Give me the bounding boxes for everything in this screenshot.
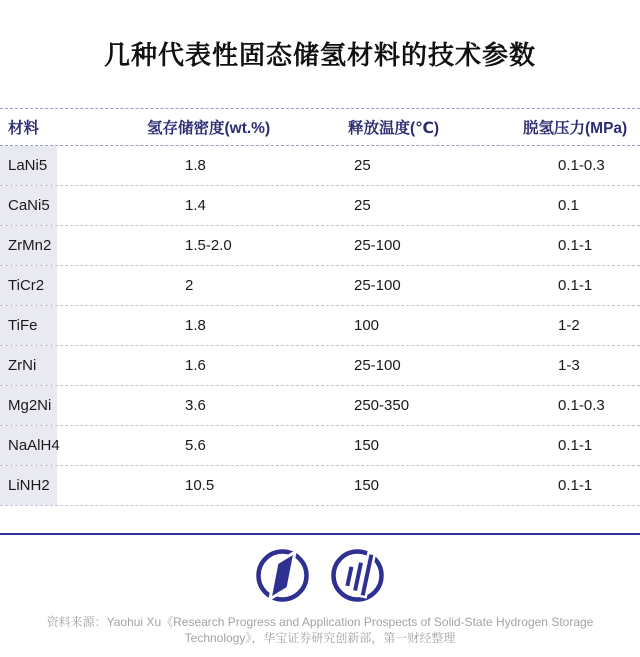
density-cell: 1.8 (185, 317, 206, 334)
material-cell: LaNi5 (0, 146, 145, 185)
release-temp-cell: 150 (354, 437, 380, 454)
brand-logos (0, 547, 640, 604)
source-note (0, 614, 640, 646)
material-cell: TiCr2 (0, 266, 145, 305)
material-cell: ZrNi (0, 346, 145, 385)
table-row (0, 346, 640, 386)
table-row (0, 466, 640, 506)
pressure-cell: 0.1-1 (558, 477, 593, 494)
release-temp-cell: 25-100 (354, 237, 401, 254)
table-row (0, 426, 640, 466)
material-cell: Mg2Ni (0, 386, 145, 425)
pressure-cell: 0.1-0.3 (558, 157, 605, 174)
table-row (0, 226, 640, 266)
column-header-material: 材料 (8, 120, 40, 137)
material-cell: TiFe (0, 306, 145, 345)
release-temp-cell: 25-100 (354, 277, 401, 294)
release-temp-cell: 25 (354, 157, 371, 174)
pressure-cell: 0.1-1 (558, 277, 593, 294)
page-title: 几种代表性固态储氢材料的技术参数 (103, 40, 536, 70)
yicai-bars-logo-icon (329, 547, 386, 604)
pressure-cell: 0.1 (558, 197, 579, 214)
table-row (0, 306, 640, 346)
release-temp-cell: 250-350 (354, 397, 410, 414)
material-cell: LiNH2 (0, 466, 145, 505)
release-temp-cell: 150 (354, 477, 380, 494)
yicai-parallelogram-logo-icon (254, 547, 311, 604)
density-cell: 1.8 (185, 157, 206, 174)
density-cell: 1.5-2.0 (185, 237, 232, 254)
release-temp-cell: 100 (354, 317, 380, 334)
column-header-density: 氢存储密度(wt.%) (147, 120, 271, 137)
release-temp-cell: 25 (354, 197, 371, 214)
table-row (0, 266, 640, 306)
pressure-cell: 0.1-1 (558, 437, 593, 454)
table-row (0, 186, 640, 226)
table-header-row (0, 108, 640, 146)
pressure-cell: 0.1-1 (558, 237, 593, 254)
pressure-cell: 0.1-0.3 (558, 397, 605, 414)
pressure-cell: 1-3 (558, 357, 580, 374)
release-temp-cell: 25-100 (354, 357, 401, 374)
table-row (0, 146, 640, 186)
density-cell: 10.5 (185, 477, 215, 494)
density-cell: 1.4 (185, 197, 206, 214)
table-row (0, 386, 640, 426)
material-cell: NaAlH4 (0, 426, 145, 465)
column-header-release-temp: 释放温度(℃) (348, 120, 440, 137)
density-cell: 3.6 (185, 397, 206, 414)
pressure-cell: 1-2 (558, 317, 580, 334)
source-note-line2: Technology》，华宝证券研究创新部，第一财经整理 (184, 631, 456, 645)
density-cell: 1.6 (185, 357, 206, 374)
material-cell: ZrMn2 (0, 226, 145, 265)
data-table (0, 108, 640, 506)
density-cell: 2 (185, 277, 194, 294)
column-header-pressure: 脱氢压力(MPa) (523, 120, 628, 137)
source-note-line1: 资料来源：Yaohui Xu《Research Progress and Application Prospects of Solid-State Hydrogen Storage (46, 615, 594, 629)
material-cell: CaNi5 (0, 186, 145, 225)
density-cell: 5.6 (185, 437, 206, 454)
footer-divider (0, 533, 640, 535)
